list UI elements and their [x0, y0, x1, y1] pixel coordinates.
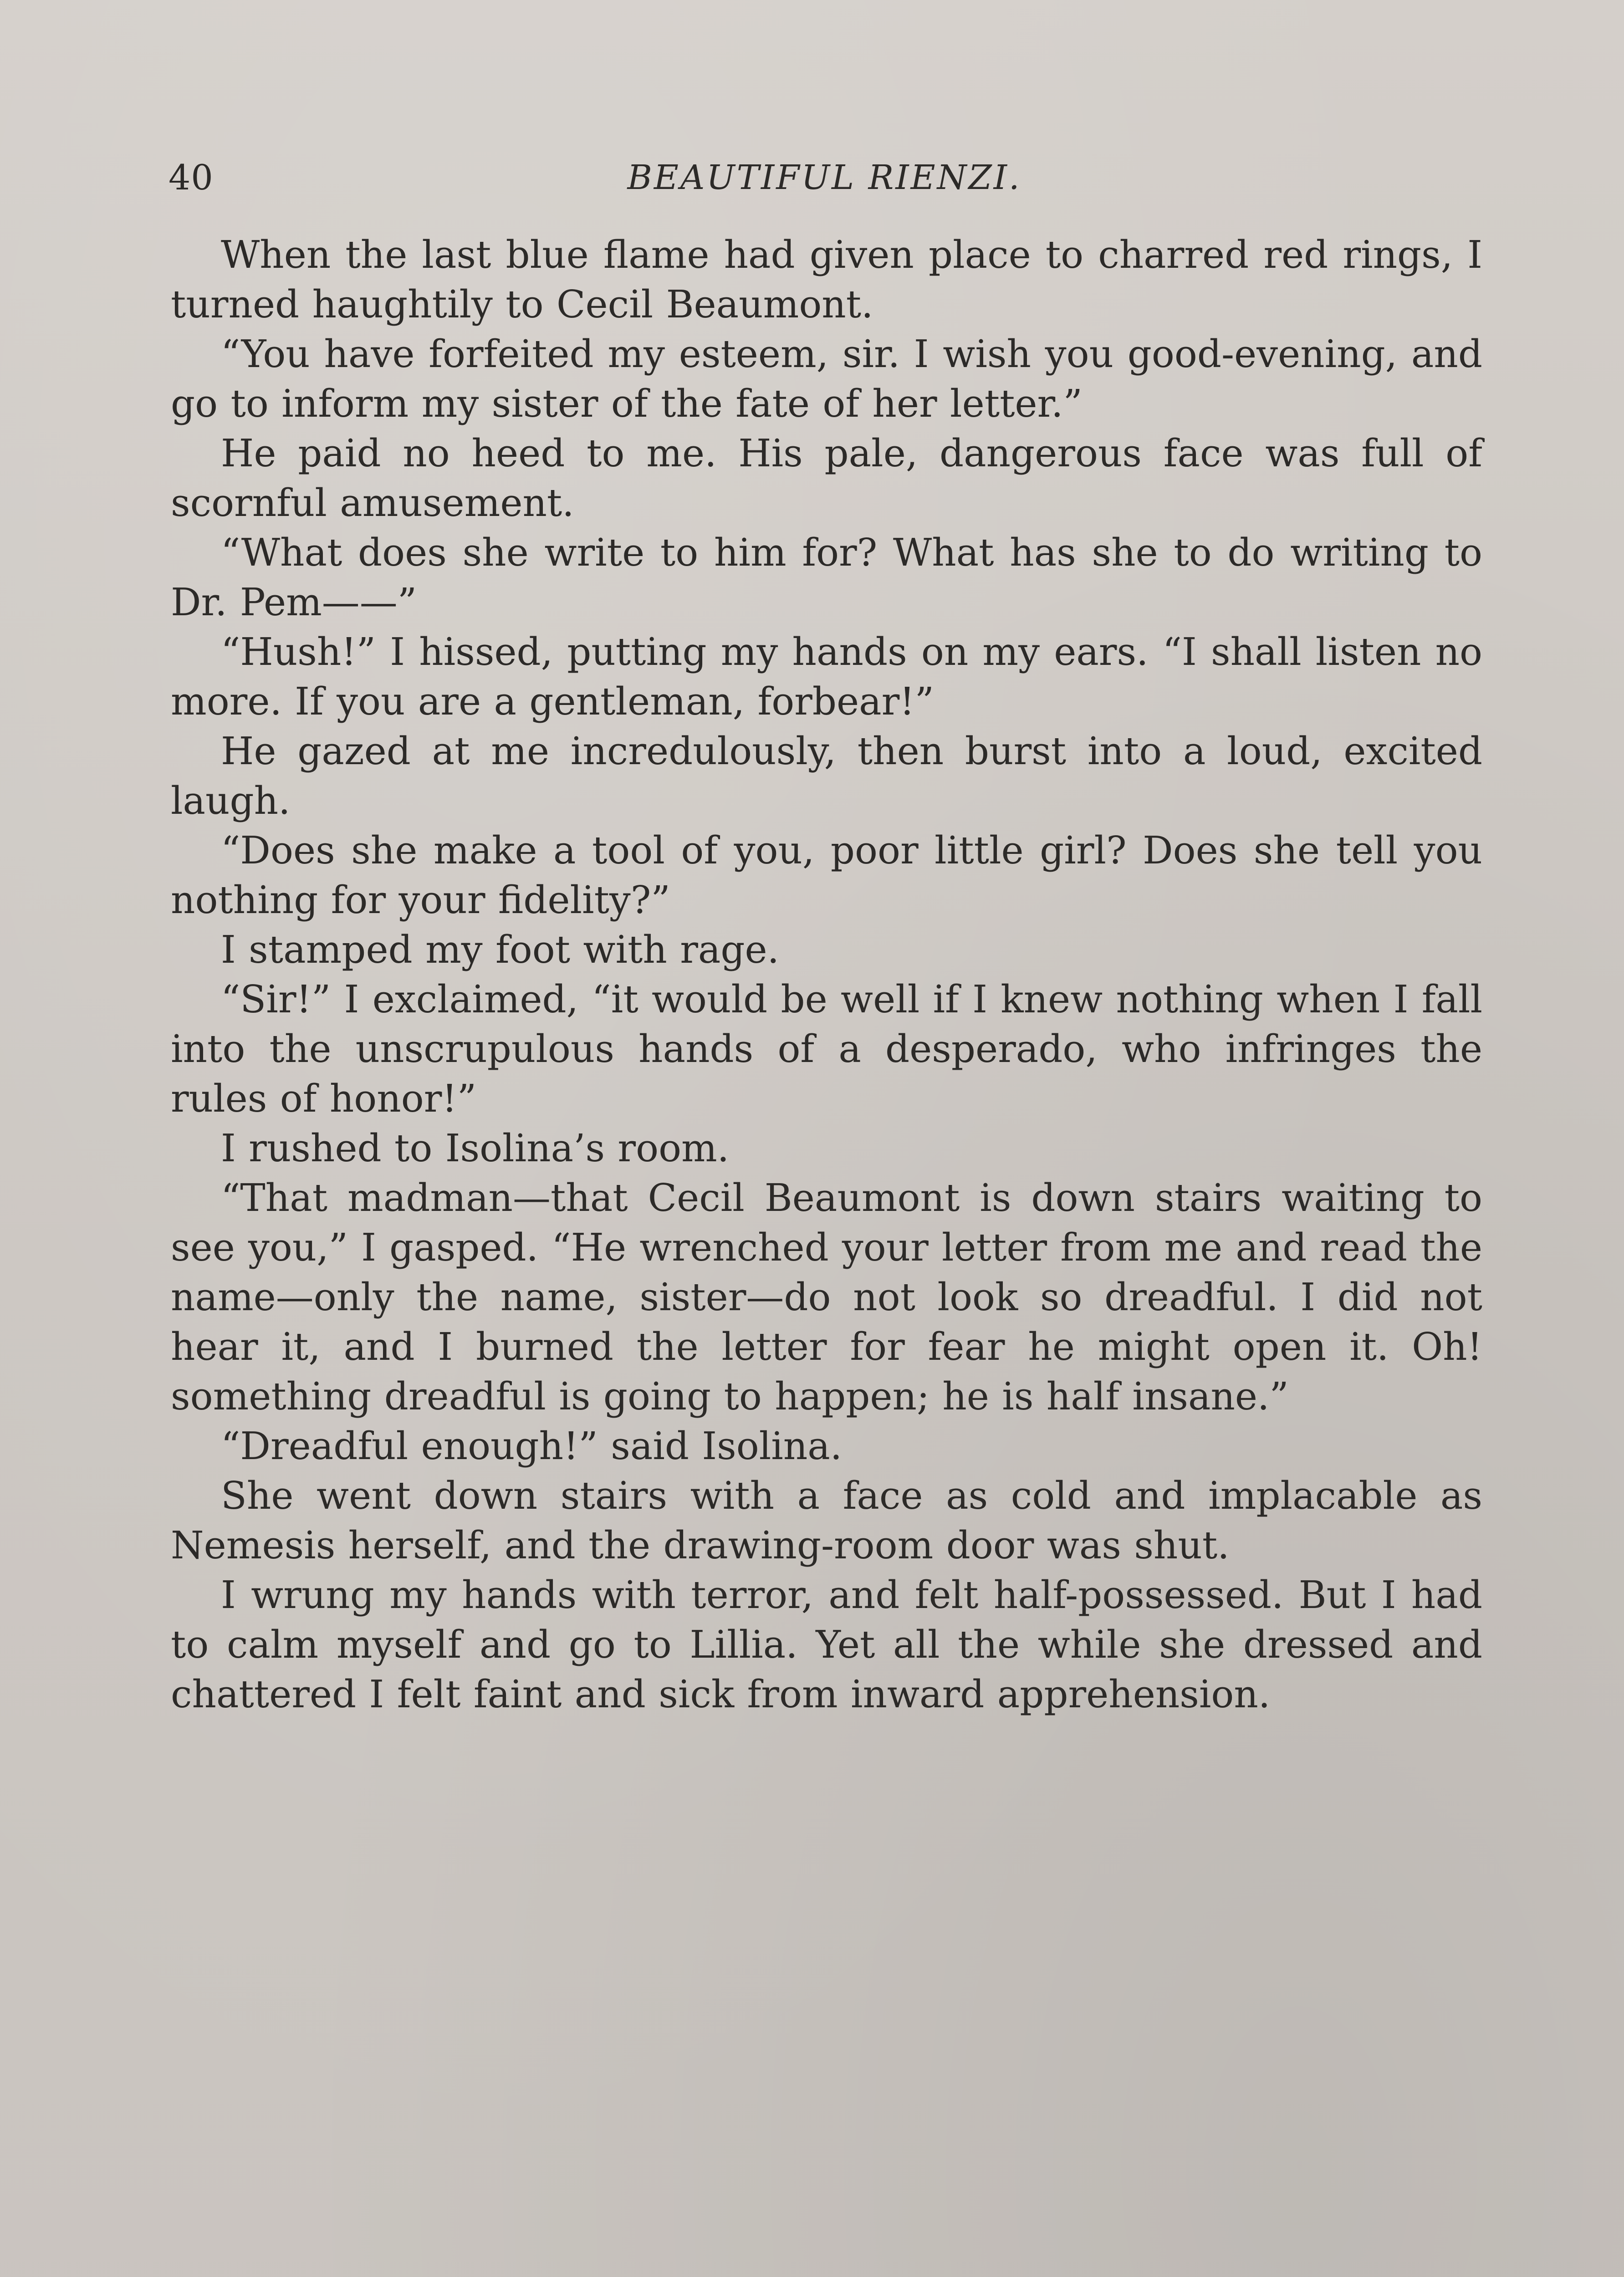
paragraph: She went down stairs with a face as cold and implacable as Nemesis herself, and the drawing-room door was shut. — [171, 1474, 1482, 1567]
page-number: 40 — [169, 157, 214, 198]
paragraph: “Dreadful enough!” said Isolina. — [221, 1424, 843, 1468]
paragraph: “You have forfeited my esteem, sir. I wish you good-evening, and go to inform my sister of the fate of her letter.” — [171, 332, 1482, 426]
paragraph: “Hush!” I hissed, putting my hands on my ears. “I shall listen no more. If you are a gentleman, forbear!” — [171, 630, 1482, 724]
body-text — [171, 230, 1482, 1719]
paragraph: “Does she make a tool of you, poor little girl? Does she tell you nothing for your fidelity?” — [171, 828, 1482, 922]
paragraph: “What does she write to him for? What has she to do writing to Dr. Pem——” — [171, 531, 1482, 624]
paragraph: When the last blue flame had given place to charred red rings, I turned haughtily to Cecil Beaumont. — [171, 233, 1482, 327]
paragraph: I wrung my hands with terror, and felt half-possessed. But I had to calm myself and go to Lillia. Yet all the while she dressed and chattered I felt faint and sick from inward apprehension. — [171, 1573, 1482, 1716]
paragraph: I stamped my foot with rage. — [221, 928, 780, 972]
paragraph: “Sir!” I exclaimed, “it would be well if I knew nothing when I fall into the unscrupulous hands of a desperado, who infringes the rules of honor!” — [171, 977, 1482, 1121]
paragraph: “That madman—that Cecil Beaumont is down stairs waiting to see you,” I gasped. “He wrenched your letter from me and read the name—only the name, sister—do not look so dreadful. I did not hear it, and I burned the letter for fear he might open it. Oh! something dreadful is going to happen; he is half insane.” — [171, 1176, 1482, 1419]
running-title: BEAUTIFUL RIENZI. — [627, 158, 1021, 197]
page-header — [169, 150, 1480, 205]
paragraph: He gazed at me incredulously, then burst into a loud, excited laugh. — [171, 729, 1482, 823]
paragraph: He paid no heed to me. His pale, dangerous face was full of scornful amusement. — [171, 431, 1482, 525]
paragraph: I rushed to Isolina’s room. — [221, 1126, 730, 1170]
